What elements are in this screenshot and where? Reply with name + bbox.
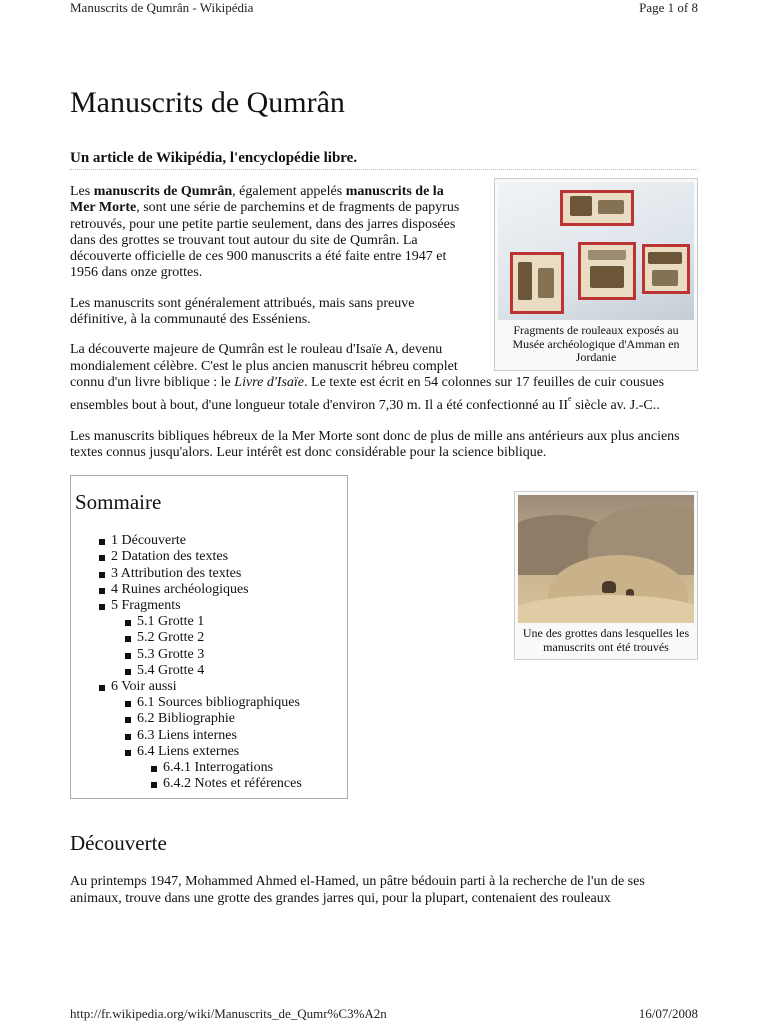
paragraph-essenes: Les manuscrits sont généralement attribués, mais sans preuve définitive, à la communauté des Esséniens. (70, 295, 415, 328)
toc-item[interactable]: 4 Ruines archéologiques (99, 582, 337, 598)
toc-item[interactable]: 6 Voir aussi (99, 679, 337, 695)
section-heading-decouverte: Découverte (70, 831, 167, 856)
print-header (70, 0, 698, 20)
qumran-cave-image[interactable] (518, 495, 694, 623)
toc-item[interactable]: 6.3 Liens internes (125, 728, 337, 744)
toc-list (75, 533, 337, 792)
toc-item[interactable]: 5.2 Grotte 2 (125, 630, 337, 646)
figure-museum-fragments (494, 178, 698, 371)
museum-fragments-image[interactable] (498, 182, 694, 320)
bold-term: manuscrits de Qumrân (93, 184, 233, 199)
page-title: Manuscrits de Qumrân (70, 86, 345, 119)
print-footer (70, 1006, 698, 1024)
print-footer-date: 16/07/2008 (638, 1006, 698, 1021)
print-page-number: Page 1 of 8 (639, 0, 698, 15)
print-footer-url: http://fr.wikipedia.org/wiki/Manuscrits_de_Qumr%C3%A2n (70, 1006, 387, 1021)
toc-item[interactable]: 5.3 Grotte 3 (125, 647, 337, 663)
article (70, 82, 698, 921)
toc-item[interactable]: 5.1 Grotte 1 (125, 614, 337, 630)
paragraph-importance: Les manuscrits bibliques hébreux de la Mer Morte sont donc de plus de mille ans antérieurs aux plus anciens textes connus jusqu'alors. Leur intérêt est donc considérable pour la science biblique. (70, 428, 680, 460)
toc-item[interactable]: 5.4 Grotte 4 (125, 663, 337, 679)
toc-item[interactable]: 1 Découverte (99, 533, 337, 549)
figure-caption: Une des grottes dans lesquelles les manuscrits ont été trouvés (522, 626, 690, 654)
toc-item[interactable]: 6.4.1 Interrogations (151, 760, 337, 776)
figure-caption: Fragments de rouleaux exposés au Musée archéologique d'Amman en Jordanie (512, 323, 680, 364)
toc-item[interactable]: 6.1 Sources bibliographiques (125, 695, 337, 711)
link-livre-isaie[interactable]: Livre d'Isaïe (234, 374, 305, 390)
toc-item[interactable]: 6.4 Liens externes (125, 744, 337, 760)
table-of-contents (70, 475, 348, 799)
toc-item[interactable]: 6.2 Bibliographie (125, 711, 337, 727)
article-subtitle: Un article de Wikipédia, l'encyclopédie libre. (70, 150, 698, 170)
figure-qumran-cave (514, 491, 698, 660)
toc-item[interactable]: 5 Fragments (99, 598, 337, 614)
bold-term: manuscrits de la Mer Morte (70, 184, 444, 216)
toc-item[interactable]: 2 Datation des textes (99, 549, 337, 565)
toc-item[interactable]: 6.4.2 Notes et références (151, 776, 337, 792)
toc-item[interactable]: 3 Attribution des textes (99, 566, 337, 582)
print-header-title: Manuscrits de Qumrân - Wikipédia (70, 0, 254, 15)
paragraph-intro: Les manuscrits de Qumrân, également appelés manuscrits de la Mer Morte, sont une série de parchemins et de fragments de papyrus retrouvés, pour une petite partie seulement, dans des jarres disposées dans des grottes se trouvant tout autour du site de Qumrân. La découverte officielle de ces 900 manuscrits a été faite entre 1947 et 1956 dans onze grottes. (70, 184, 460, 281)
paragraph-decouverte: Au printemps 1947, Mohammed Ahmed el-Hamed, un pâtre bédouin parti à la recherche de l'un de ses animaux, trouve dans une grotte des grandes jarres qui, pour la plupart, contenaient des rouleaux (70, 874, 645, 906)
paragraph-isaiah: La découverte majeure de Qumrân est le rouleau d'Isaïe A, devenu mondialement célèbre. C'est le plus ancien manuscrit hébreu complet connu d'un livre biblique : le Livre d'Isaïe. Le texte est écrit en 54 colonnes sur 17 feuilles de cuir cousues ensembles bout à bout, d'une longueur totale d'environ 7,30 m. Il a été confectionné au IIe siècle av. J.-C.. (70, 342, 665, 414)
toc-title: Sommaire (75, 490, 162, 515)
